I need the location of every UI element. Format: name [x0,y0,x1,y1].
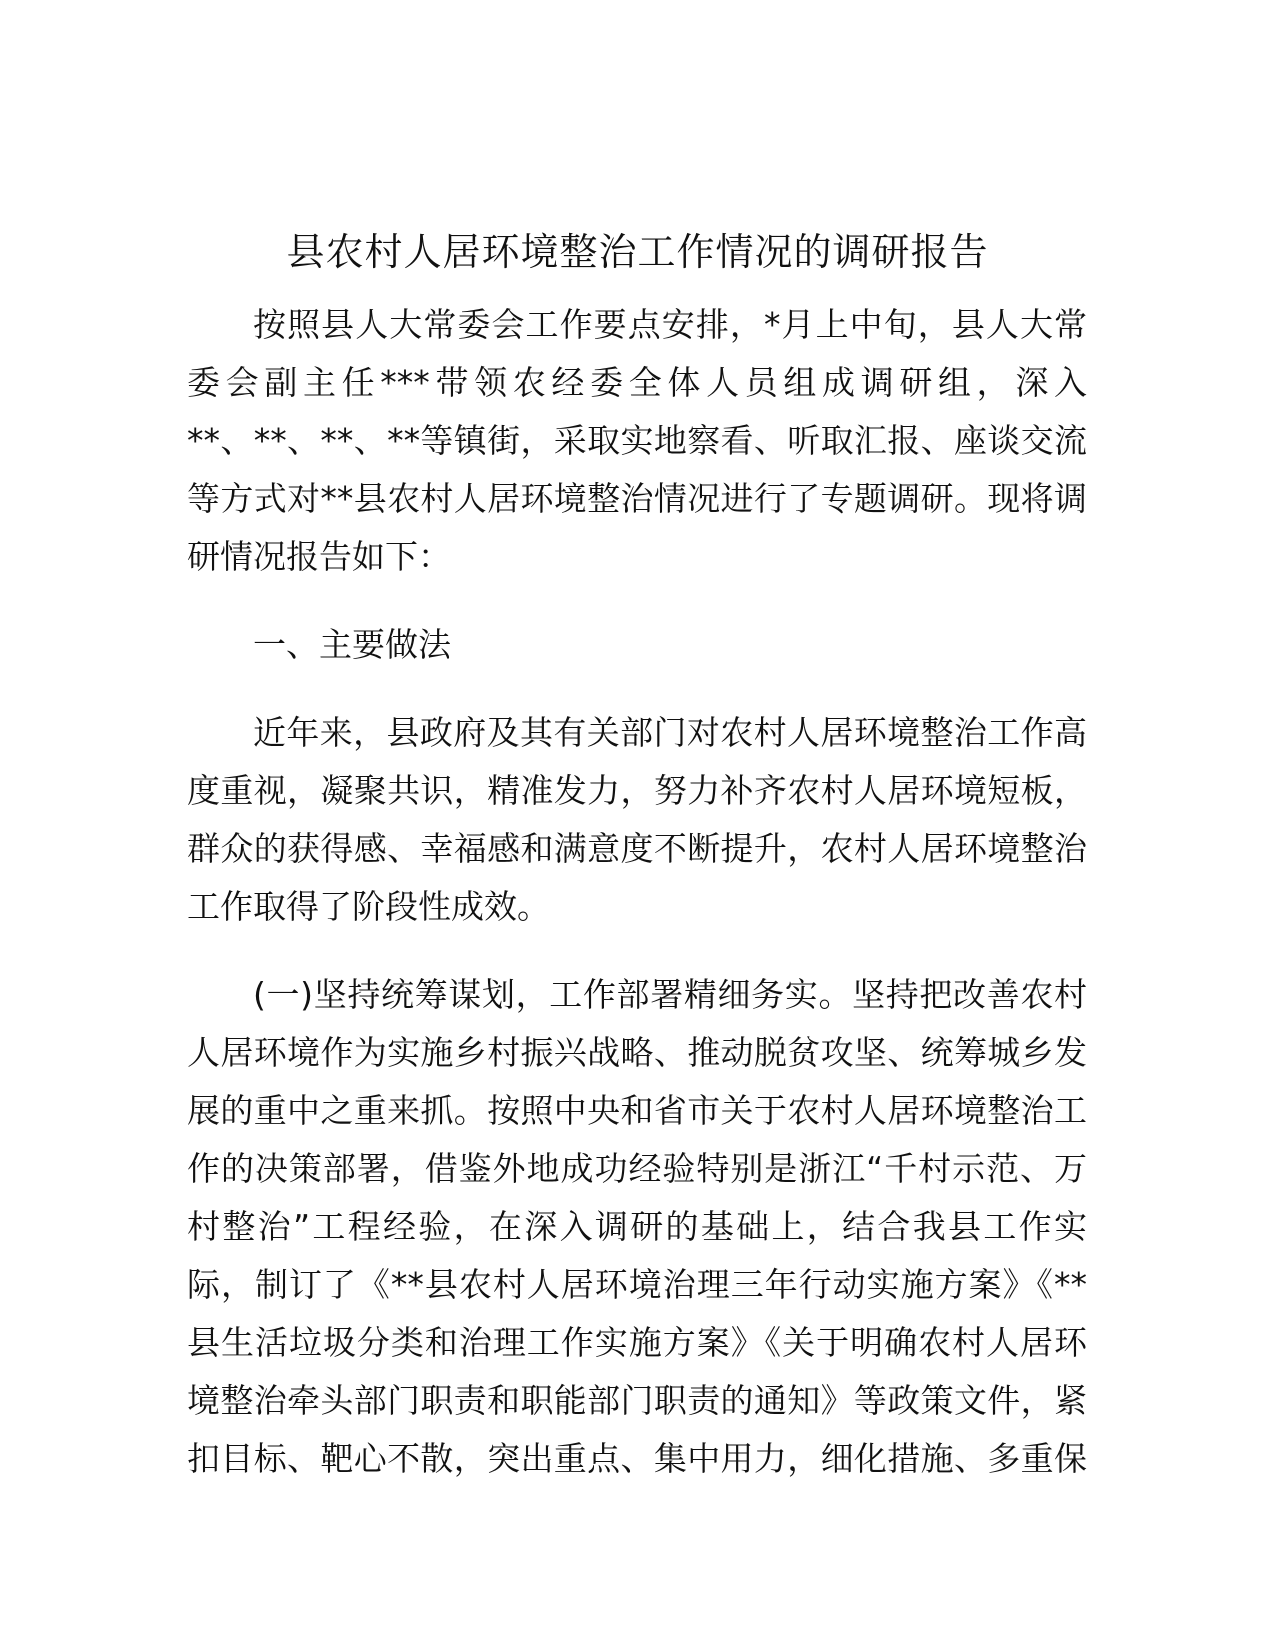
text-line: 群众的获得感、幸福感和满意度不断提升，农村人居环境整治 [187,829,1087,868]
text-line: 研情况报告如下： [187,537,451,576]
text-line: 度重视，凝聚共识，精准发力，努力补齐农村人居环境短板， [187,771,1087,810]
text-line: 人居环境作为实施乡村振兴战略、推动脱贫攻坚、统筹城乡发 [187,1033,1087,1072]
paragraph-intro [187,296,1087,586]
text-line: 委会副主任***带领农经委全体人员组成调研组，深入 [187,363,1087,402]
text-line: (一)坚持统筹谋划，工作部署精细务实。坚持把改善农村 [253,975,1087,1014]
text-line: 村整治”工程经验，在深入调研的基础上，结合我县工作实 [187,1207,1087,1246]
text-line: **、**、**、**等镇街，采取实地察看、听取汇报、座谈交流 [187,421,1087,460]
text-line: 按照县人大常委会工作要点安排，*月上中旬，县人大常 [253,305,1087,344]
text-line: 境整治牵头部门职责和职能部门职责的通知》等政策文件，紧 [187,1381,1087,1420]
heading-line: 一、主要做法 [253,625,451,664]
text-line: 县生活垃圾分类和治理工作实施方案》《关于明确农村人居环 [187,1323,1087,1362]
document-body [187,296,1087,1518]
text-line: 工作取得了阶段性成效。 [187,887,550,926]
text-line: 等方式对**县农村人居环境整治情况进行了专题调研。现将调 [187,479,1087,518]
text-line: 近年来，县政府及其有关部门对农村人居环境整治工作高 [253,713,1087,752]
paragraph-overview [187,704,1087,936]
text-line: 展的重中之重来抓。按照中央和省市关于农村人居环境整治工 [187,1091,1087,1130]
document-title: 县农村人居环境整治工作情况的调研报告 [286,230,989,274]
text-line: 作的决策部署，借鉴外地成功经验特别是浙江“千村示范、万 [187,1149,1087,1188]
section-heading [187,616,1087,674]
text-line: 扣目标、靶心不散，突出重点、集中用力，细化措施、多重保 [187,1439,1087,1478]
paragraph-point-one [187,966,1087,1488]
text-line: 际，制订了《**县农村人居环境治理三年行动实施方案》《** [187,1265,1087,1304]
